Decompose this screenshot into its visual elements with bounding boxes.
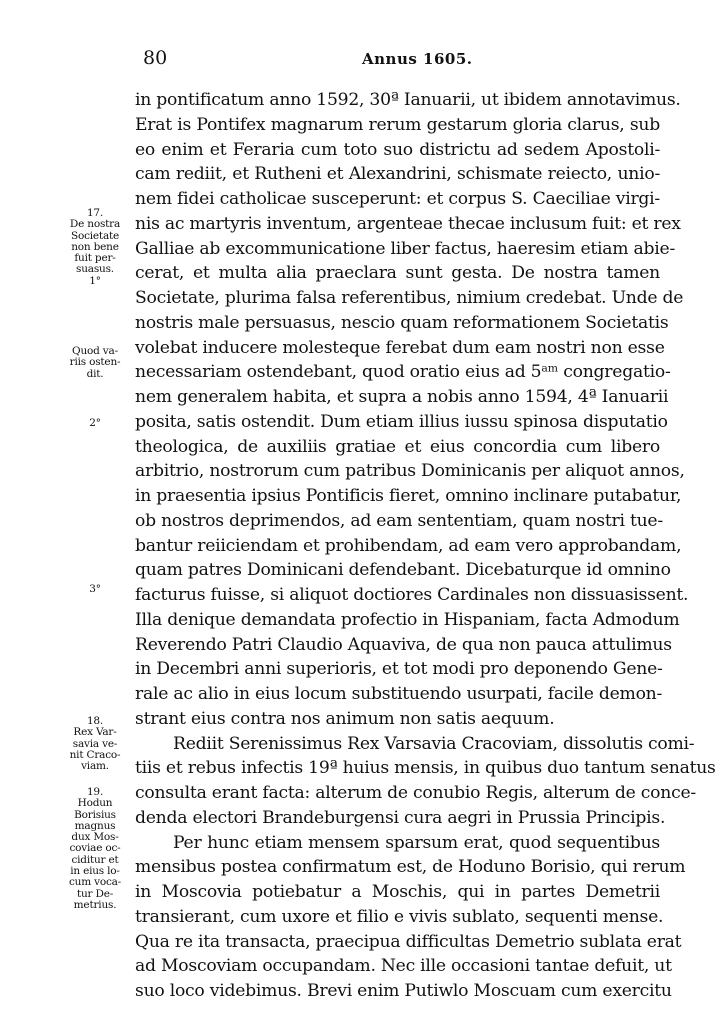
text-line: quam patres Dominicani defendebant. Dicebaturque id omnino bbox=[135, 560, 671, 581]
text-line: Rediit Serenissimus Rex Varsavia Cracoviam, dissolutis comi- bbox=[173, 733, 695, 754]
margin-note-line: riis osten- bbox=[69, 356, 121, 369]
text-line: consulta erant facta: alterum de conubio Regis, alterum de conce- bbox=[135, 783, 696, 803]
marginalia-column bbox=[0, 0, 135, 1019]
text-line: Reverendo Patri Claudio Aquaviva, de qua non pauca attulimus bbox=[135, 634, 672, 655]
margin-note-line: nit Craco- bbox=[69, 748, 121, 761]
text-line: in praesentia ipsius Pontificis fieret, omnino inclinare putabatur, bbox=[135, 486, 682, 506]
text-line: necessariam ostendebant, quod oratio eius ad 5ᵃᵐ congregatio- bbox=[135, 362, 671, 383]
margin-note-line: Societate bbox=[70, 229, 120, 242]
text-line: Societate, plurima falsa referentibus, nimium credebat. Unde de bbox=[135, 288, 684, 308]
margin-note-line: De nostra bbox=[69, 218, 121, 231]
text-line: ob nostros deprimendos, ad eam sententiam, quam nostri tue- bbox=[135, 510, 663, 531]
text-line: nem generalem habita, et supra a nobis anno 1594, 4ª Ianuarii bbox=[135, 387, 669, 407]
margin-note bbox=[60, 208, 130, 287]
margin-note-line: Quod va- bbox=[72, 345, 118, 357]
margin-note bbox=[60, 584, 130, 595]
margin-note-line: Borisius bbox=[74, 808, 116, 821]
text-line: posita, satis ostendit. Dum etiam illius iussu spinosa disputatio bbox=[135, 411, 668, 432]
margin-note-line: cum voca- bbox=[68, 876, 122, 889]
margin-note-line: savia ve- bbox=[72, 737, 118, 750]
text-line: mensibus postea confirmatum est, de Hoduno Borisio, qui rerum bbox=[135, 857, 686, 878]
text-line: nostris male persuasus, nescio quam reformationem Societatis bbox=[135, 312, 669, 333]
text-line: Erat is Pontifex magnarum rerum gestarum gloria clarus, sub bbox=[135, 114, 660, 135]
margin-note-number: 17. bbox=[86, 207, 104, 219]
text-line: denda electori Brandeburgensi cura aegri in Prussia Principis. bbox=[135, 807, 666, 828]
margin-note-line: in eius lo- bbox=[70, 865, 120, 878]
text-line: in Moscovia potiebatur a Moschis, qui in partes Demetrii bbox=[135, 882, 660, 902]
margin-note bbox=[60, 716, 130, 772]
text-line: volebat inducere molesteque ferebat dum eam nostri non esse bbox=[135, 337, 665, 358]
text-line: arbitrio, nostrorum cum patribus Dominicanis per aliquot annos, bbox=[135, 461, 685, 482]
margin-note-line: Rex Var- bbox=[73, 726, 117, 739]
text-line: in Decembri anni superioris, et tot modi pro deponendo Gene- bbox=[135, 659, 663, 680]
margin-note-line: ciditur et bbox=[71, 853, 119, 866]
text-line: bantur reiiciendam et prohibendam, ad eam vero approbandam, bbox=[135, 535, 682, 556]
margin-note bbox=[60, 787, 130, 911]
margin-note-line: non bene bbox=[71, 240, 119, 253]
margin-note-line: 3° bbox=[89, 583, 101, 595]
margin-note-number: 18. bbox=[86, 715, 104, 727]
margin-note-line: magnus bbox=[74, 819, 116, 832]
text-line: Per hunc etiam mensem sparsum erat, quod sequentibus bbox=[173, 832, 660, 853]
main-text-block bbox=[135, 88, 716, 1004]
margin-note-line: fuit per- bbox=[74, 252, 116, 265]
text-line: Qua re ita transacta, praecipua difficultas Demetrio sublata erat bbox=[135, 931, 682, 952]
margin-note-line: metrius. bbox=[73, 898, 117, 911]
margin-note-line: tur De- bbox=[76, 887, 114, 900]
margin-note-line: dux Mos- bbox=[71, 831, 119, 844]
text-line: Galliae ab excommunicatione liber factus, haeresim etiam abie- bbox=[135, 238, 676, 259]
text-line: transierant, cum uxore et filio e vivis sublato, sequenti mense. bbox=[135, 906, 664, 927]
text-line: cerat, et multa alia praeclara sunt gesta. De nostra tamen bbox=[135, 263, 660, 284]
margin-note-line: viam. bbox=[81, 760, 109, 773]
text-line: facturus fuisse, si aliquot doctiores Cardinales non dissuasissent. bbox=[135, 585, 689, 605]
text-line: theologica, de auxiliis gratiae et eius concordia cum libero bbox=[135, 436, 660, 457]
text-line: ad Moscoviam occupandam. Nec ille occasioni tantae defuit, ut bbox=[135, 956, 672, 977]
margin-note-line: suasus. bbox=[76, 263, 114, 276]
text-line: eo enim et Feraria cum toto suo districtu ad sedem Apostoli- bbox=[135, 139, 660, 160]
text-line: strant eius contra nos animum non satis aequum. bbox=[135, 708, 555, 729]
margin-note-line: 2° bbox=[89, 417, 101, 429]
text-line: cam rediit, et Rutheni et Alexandrini, schismate reiecto, unio- bbox=[135, 164, 660, 185]
text-line: tiis et rebus infectis 19ª huius mensis, in quibus duo tantum senatus bbox=[135, 758, 716, 779]
margin-note-line: 1° bbox=[89, 274, 101, 287]
margin-note-line: dit. bbox=[86, 367, 104, 380]
page-number: 80 bbox=[143, 47, 168, 69]
text-line: Illa denique demandata profectio in Hispaniam, facta Admodum bbox=[135, 609, 680, 630]
text-line: suo loco videbimus. Brevi enim Putiwlo Moscuam cum exercitu bbox=[135, 981, 672, 1001]
text-line: in pontificatum anno 1592, 30ª Ianuarii, ut ibidem annotavimus. bbox=[135, 90, 681, 110]
margin-note-line: coviae oc- bbox=[69, 842, 121, 855]
margin-note bbox=[60, 346, 130, 380]
text-line: nem fidei catholicae susceperunt: et corpus S. Caeciliae virgi- bbox=[135, 189, 660, 209]
margin-note-number: 19. bbox=[86, 786, 104, 798]
running-title: Annus 1605. bbox=[362, 50, 473, 68]
text-line: nis ac martyris inventum, argenteae thecae inclusum fuit: et rex bbox=[135, 213, 681, 234]
margin-note-line: Hodun bbox=[77, 797, 113, 810]
text-line: rale ac alio in eius locum substituendo usurpati, facile demon- bbox=[135, 684, 663, 704]
margin-note bbox=[60, 418, 130, 429]
